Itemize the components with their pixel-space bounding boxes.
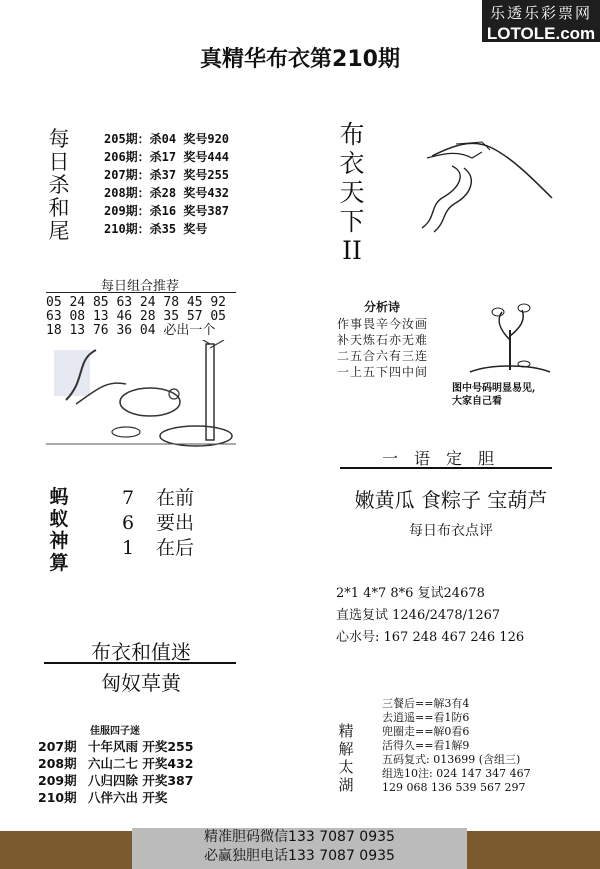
footer-contact bbox=[132, 828, 467, 869]
site-logo bbox=[482, 0, 600, 42]
heading-char: 下 bbox=[339, 207, 365, 236]
list-item: 五码复式: 013699 (含组三) bbox=[382, 753, 521, 766]
riddle-title: 佳服四子迷 bbox=[90, 726, 140, 737]
page-title: 真精华布衣第210期 bbox=[200, 47, 400, 72]
heading-char: 布 bbox=[339, 120, 365, 149]
poem-line: 一上五下四中间 bbox=[337, 365, 429, 379]
sprout-illustration bbox=[460, 300, 556, 380]
list-item: 129 068 136 539 567 297 bbox=[382, 781, 526, 794]
logo-en: LOTOLE.com bbox=[486, 24, 596, 43]
jing-list bbox=[382, 697, 531, 795]
list-item: 18 13 76 36 04 必出一个 bbox=[46, 323, 216, 338]
list-item bbox=[122, 511, 194, 536]
phone-line: 必赢独胆电话133 7087 0935 bbox=[204, 848, 395, 864]
buyi-heading bbox=[338, 120, 366, 265]
list-item: 三餐后==解3有4 bbox=[382, 697, 470, 710]
heading-char: 精 bbox=[338, 722, 354, 740]
period: 208期 bbox=[38, 756, 77, 771]
logo-cn: 乐透乐彩票网 bbox=[489, 4, 592, 22]
ant-number: 1 bbox=[122, 537, 135, 559]
list-item: 209期：杀16 奖号387 bbox=[104, 204, 230, 218]
hand-river-illustration bbox=[412, 128, 562, 238]
note-line: 图中号码明显易见, bbox=[452, 383, 536, 394]
forest-animal-illustration bbox=[46, 340, 236, 452]
fenxi-title: 分析诗 bbox=[364, 300, 401, 314]
divider bbox=[44, 662, 236, 664]
list-item: 组选10注: 024 147 347 467 bbox=[382, 767, 531, 780]
heading-char: II bbox=[342, 236, 362, 265]
fenxi-poem bbox=[337, 316, 428, 380]
heading-char: 和 bbox=[48, 196, 70, 220]
ant-text: 在后 bbox=[156, 537, 195, 559]
list-item: 208期：杀28 奖号432 bbox=[104, 186, 230, 200]
heading-char: 蚁 bbox=[49, 508, 69, 530]
direct-selection bbox=[336, 583, 524, 649]
heading-char: 每 bbox=[48, 127, 70, 151]
hezhi-title: 布衣和值迷 bbox=[91, 640, 191, 664]
heading-char: 日 bbox=[48, 150, 70, 174]
list-item: 心水号: 167 248 467 246 126 bbox=[336, 630, 525, 645]
heading-char: 尾 bbox=[48, 219, 70, 243]
list-item: 210期：杀35 奖号 bbox=[104, 222, 208, 236]
ant-text: 在前 bbox=[156, 487, 195, 509]
ant-text: 要出 bbox=[156, 512, 195, 534]
heading-char: 湖 bbox=[338, 776, 354, 794]
divider bbox=[46, 292, 236, 293]
heading-char: 算 bbox=[49, 552, 69, 574]
hezhi-text: 匈奴草黄 bbox=[101, 671, 181, 695]
divider bbox=[340, 467, 552, 469]
list-item bbox=[38, 789, 193, 806]
list-item: 205期：杀04 奖号920 bbox=[104, 132, 230, 146]
ant-number: 7 bbox=[122, 487, 135, 509]
period: 207期 bbox=[38, 739, 77, 754]
poem-line: 作事畏辛今汝画 bbox=[337, 317, 429, 331]
riddle-list bbox=[38, 738, 193, 806]
list-item: 活得久==看1解9 bbox=[382, 739, 470, 752]
wechat-line: 精准胆码微信133 7087 0935 bbox=[204, 829, 395, 845]
list-item: 直选复试 1246/2478/1267 bbox=[336, 608, 501, 623]
kill-tail-heading bbox=[47, 128, 71, 243]
list-item: 207期：杀37 奖号255 bbox=[104, 168, 230, 182]
list-item: 兜圈走==解0看6 bbox=[382, 725, 470, 738]
combo-numbers bbox=[46, 296, 226, 338]
combo-title: 每日组合推荐 bbox=[100, 279, 179, 294]
riddle-text: 六山二七 开奖432 bbox=[88, 756, 194, 771]
heading-char: 蚂 bbox=[49, 486, 69, 508]
heading-char: 神 bbox=[49, 530, 69, 552]
riddle-text: 八伴六出 开奖 bbox=[88, 790, 168, 805]
period: 209期 bbox=[38, 773, 77, 788]
ant-number: 6 bbox=[122, 512, 135, 534]
ant-list bbox=[122, 486, 194, 561]
poem-line: 补天炼石亦无难 bbox=[337, 333, 429, 347]
list-item: 05 24 85 63 24 78 45 92 bbox=[46, 295, 227, 310]
list-item bbox=[38, 772, 193, 789]
list-item bbox=[122, 536, 194, 561]
heading-char: 杀 bbox=[48, 173, 70, 197]
riddle-text: 十年风雨 开奖255 bbox=[88, 739, 194, 754]
yiyu-title: 一语定胆 bbox=[381, 449, 510, 468]
heading-char: 解 bbox=[338, 740, 354, 758]
jing-heading bbox=[337, 722, 355, 794]
heading-char: 太 bbox=[338, 758, 354, 776]
yiyu-text: 嫩黄瓜 食粽子 宝葫芦 bbox=[354, 488, 548, 512]
list-item bbox=[122, 486, 194, 511]
list-item: 63 08 13 46 28 35 57 05 bbox=[46, 309, 227, 324]
period: 210期 bbox=[38, 790, 77, 805]
list-item bbox=[38, 738, 193, 755]
list-item: 2*1 4*7 8*6 复试24678 bbox=[336, 586, 485, 601]
note-line: 大家自己看 bbox=[452, 396, 502, 407]
list-item: 去逍遥==看1防6 bbox=[382, 711, 470, 724]
heading-char: 天 bbox=[339, 178, 365, 207]
riddle-text: 八归四除 开奖387 bbox=[88, 773, 194, 788]
heading-char: 衣 bbox=[339, 149, 365, 178]
ant-heading bbox=[48, 486, 70, 574]
kill-tail-list bbox=[104, 130, 229, 238]
poem-line: 二五合六有三连 bbox=[337, 349, 429, 363]
list-item: 206期：杀17 奖号444 bbox=[104, 150, 230, 164]
daily-review: 每日布衣点评 bbox=[409, 523, 493, 539]
list-item bbox=[38, 755, 193, 772]
fenxi-note bbox=[452, 382, 535, 408]
